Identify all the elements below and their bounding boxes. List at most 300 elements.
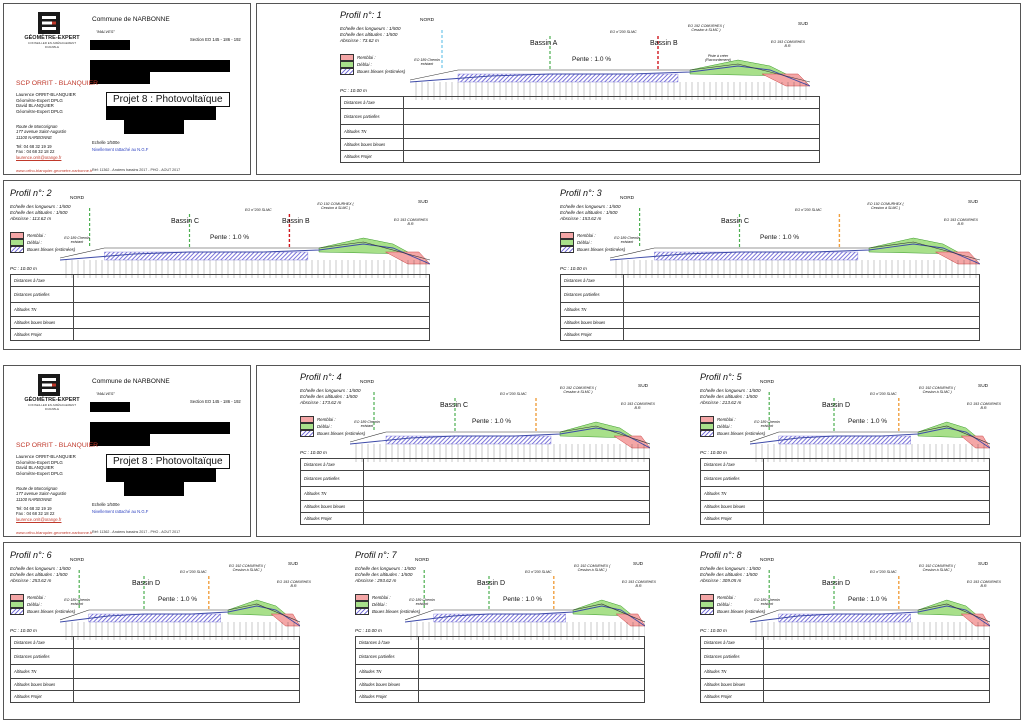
pc-label: PC : 10.00 m: [10, 628, 37, 633]
table-row: [301, 459, 650, 471]
row-label: Altitudes boues bleues: [701, 679, 764, 691]
redaction-block: [124, 482, 184, 496]
website-link[interactable]: www.ortho-blanquier-geometre-narbonne.fr: [16, 168, 93, 173]
table-row: [561, 287, 980, 303]
logo-tagline: CONSEILLER EN AMÉNAGEMENT DURABLE: [27, 403, 77, 411]
legend-swatch: [355, 608, 369, 615]
table-row: [11, 649, 300, 665]
table-row: [301, 501, 650, 513]
legend-swatch: [10, 608, 24, 615]
row-label: Distances partielles: [701, 471, 764, 487]
eo-193-label: EO 193 COMURHEX B.R.: [393, 218, 429, 227]
row-values: [404, 125, 820, 139]
table-row: [11, 287, 430, 303]
eo-189-label: EO 189 Chemin existant: [354, 420, 380, 429]
row-label: Distances à l'axe: [701, 459, 764, 471]
eo-200-label: EO n°200 SLMC: [180, 570, 207, 574]
table-row: [701, 637, 990, 649]
legend-swatch: [700, 423, 714, 430]
logo: [22, 12, 82, 50]
legend-swatch: [355, 601, 369, 608]
profile-legend: [340, 54, 405, 75]
boues-bleues-area: [89, 614, 221, 622]
nivellement: Nivellement rattaché au N.G.F: [92, 147, 149, 152]
legend-label: Remblai :: [577, 232, 596, 238]
table-row: [11, 303, 430, 317]
address-line: 177 avenue Saint-Augustin: [16, 129, 67, 135]
bassin-label: Bassin C: [440, 402, 469, 409]
redaction-block: [90, 434, 150, 446]
row-values: [419, 679, 645, 691]
experts: [16, 92, 96, 115]
row-label: Altitudes Projet: [561, 329, 624, 341]
profile-drawing: [750, 570, 990, 640]
cabinet-name: SCP ORRIT - BLANQUIER: [16, 80, 99, 87]
eo-193-label: EO 193 COMURHEX B.R.: [770, 40, 806, 49]
sud-label: SUD: [968, 200, 979, 205]
pc-label: PC : 10.00 m: [300, 450, 327, 455]
eo-189-label: EO 189 Chemin existant: [414, 58, 440, 67]
sud-label: SUD: [798, 22, 809, 27]
nord-label: NORD: [760, 558, 775, 563]
nord-label: NORD: [70, 196, 85, 201]
row-label: Distances partielles: [356, 649, 419, 665]
eo-192-label: EO 192 COMURHEX ( Cession à SLMC ): [574, 564, 611, 573]
eo-193-label: EO 193 COMURHEX B.R.: [943, 218, 979, 227]
table-row: [701, 471, 990, 487]
legend-label: Déblai :: [27, 239, 42, 245]
table-row: [11, 637, 300, 649]
nord-label: NORD: [760, 380, 775, 385]
row-label: Distances partielles: [701, 649, 764, 665]
sud-label: SUD: [418, 200, 429, 205]
address: [16, 486, 96, 502]
row-values: [74, 329, 430, 341]
table-row: [561, 317, 980, 329]
table-row: [701, 649, 990, 665]
row-label: Altitudes TN: [701, 487, 764, 501]
scale-line: Echelle des longueurs : 1/500: [10, 566, 71, 571]
abscisse: Abscisse : 113.62 m: [10, 216, 52, 222]
legend-item: [340, 61, 405, 68]
profile-data-table: [700, 636, 990, 703]
legend-swatch: [700, 430, 714, 437]
table-row: [701, 501, 990, 513]
profile-drawing: [405, 570, 645, 640]
row-label: Distances partielles: [341, 109, 404, 125]
expert-line: Géomètre-Expert DPLG: [16, 459, 63, 465]
legend-swatch: [700, 608, 714, 615]
row-label: Altitudes Projet: [701, 691, 764, 703]
row-label: Altitudes Projet: [356, 691, 419, 703]
echelle: Echelle 1/500e: [92, 502, 120, 507]
legend-label: Remblai :: [357, 54, 376, 60]
table-row: [701, 513, 990, 525]
profile-drawing: [60, 570, 300, 640]
table-row: [341, 109, 820, 125]
scale-line: Echelle des altitudes : 1/500: [300, 394, 358, 400]
eo-192-label: EO 192 COMURHEX ( Cession à SLMC ): [229, 564, 266, 573]
eo-193-label: EO 193 COMURHEX B.R.: [276, 580, 312, 589]
bassin-label: Bassin C: [171, 218, 200, 225]
row-values: [74, 275, 430, 287]
sud-label: SUD: [978, 562, 989, 567]
nivellement: Nivellement rattaché au N.G.F: [92, 509, 149, 514]
eo-193-label: EO 193 COMURHEX B.R.: [966, 580, 1002, 589]
nord-label: NORD: [70, 558, 85, 563]
table-row: [341, 139, 820, 151]
bassin-label: Bassin D: [822, 580, 851, 587]
scale-line: Echelle des altitudes : 1/500: [700, 572, 758, 578]
contact: [16, 144, 96, 160]
legend-item: [340, 54, 405, 61]
eo-193-label: EO 193 COMURHEX B.R.: [621, 580, 657, 589]
table-row: [301, 471, 650, 487]
pc-label: PC : 10.00 m: [560, 266, 587, 271]
expert-line: Géomètre-Expert DPLG: [16, 97, 63, 103]
row-values: [764, 649, 990, 665]
scale-line: Echelle des altitudes : 1/500: [10, 210, 68, 216]
sud-label: SUD: [638, 384, 649, 389]
email-link[interactable]: laurence.orrit@orange.fr: [16, 154, 62, 160]
bassin-label: Bassin B: [282, 218, 310, 225]
profile-drawing: [60, 208, 430, 278]
pc-label: PC : 10.00 m: [700, 628, 727, 633]
profile-data-table: [560, 274, 980, 341]
row-values: [404, 109, 820, 125]
lieu-dit: "MALVES": [96, 29, 115, 34]
row-label: Altitudes TN: [701, 665, 764, 679]
scale-line: Echelle des altitudes : 1/500: [10, 572, 68, 578]
profile-data-table: [10, 274, 430, 341]
legend-swatch: [700, 594, 714, 601]
table-row: [356, 679, 645, 691]
table-row: [356, 649, 645, 665]
row-values: [764, 637, 990, 649]
profile-drawing: [410, 30, 810, 100]
row-label: Distances à l'axe: [341, 97, 404, 109]
legend-label: Déblai :: [317, 423, 332, 429]
eo-192-label: EO 192 COMURHEX ( Cession à SLMC ): [919, 564, 956, 573]
profile-title: Profil n°: 4: [300, 372, 342, 382]
legend-label: Boues bleues (estimées): [27, 246, 76, 252]
table-row: [11, 691, 300, 703]
boues-bleues-area: [386, 436, 551, 444]
eo-189-label: EO 189 Chemin existant: [409, 598, 435, 607]
row-label: Altitudes boues bleues: [701, 501, 764, 513]
logo-name: GÉOMÈTRE-EXPERT: [24, 397, 80, 403]
profile-title: Profil n°: 2: [10, 188, 52, 198]
piste-label: Piste à créer (Raccordement): [705, 54, 731, 63]
email-link[interactable]: laurence.orrit@orange.fr: [16, 516, 62, 522]
row-label: Distances partielles: [561, 287, 624, 303]
project-title: Projet 8 : Photovoltaïque: [106, 454, 230, 469]
sud-label: SUD: [978, 384, 989, 389]
pente-label: Pente : 1.0 %: [848, 418, 888, 425]
legend-swatch: [10, 232, 24, 239]
legend-label: Remblai :: [317, 416, 336, 422]
redaction-block: [90, 402, 130, 412]
abscisse: Abscisse : 73.62 m: [340, 38, 379, 44]
profile-data-table: [340, 96, 820, 163]
row-label: Distances à l'axe: [11, 637, 74, 649]
profile-data-table: [10, 636, 300, 703]
profile-data-table: [300, 458, 650, 525]
website-link[interactable]: www.ortho-blanquier-geometre-narbonne.fr: [16, 530, 93, 535]
row-values: [74, 317, 430, 329]
legend-label: Boues bleues (estimées): [27, 608, 76, 614]
row-values: [74, 665, 300, 679]
row-values: [419, 691, 645, 703]
table-row: [341, 97, 820, 109]
row-label: Distances à l'axe: [356, 637, 419, 649]
boues-bleues-area: [779, 436, 911, 444]
eo-192-label: EO 192 COMURHEX ( Cession à SLMC ): [559, 386, 597, 395]
row-values: [419, 637, 645, 649]
profile-drawing: [610, 208, 980, 278]
abscisse: Abscisse : 153.62 m: [560, 216, 602, 222]
eo-192-label: EO 192 COMURHEX ( Cession à SLMC ): [919, 386, 956, 395]
legend-label: Déblai :: [577, 239, 592, 245]
eo-200-label: EO n°200 SLMC: [610, 30, 637, 34]
table-row: [701, 665, 990, 679]
profile-drawing: [350, 392, 650, 462]
row-values: [764, 679, 990, 691]
boues-bleues-area: [434, 614, 566, 622]
legend-swatch: [340, 68, 354, 75]
pente-label: Pente : 1.0 %: [503, 596, 543, 603]
pc-label: PC : 10.00 m: [10, 266, 37, 271]
title-block-2: [3, 365, 251, 537]
row-label: Altitudes TN: [301, 487, 364, 501]
section-cadastrale: Section EO 145 - 186 - 192: [190, 399, 241, 404]
cabinet-name: SCP ORRIT - BLANQUIER: [16, 442, 99, 449]
phone: Tel: 04 68 32 19 19: [16, 144, 52, 149]
fax: Fax : 04 68 32 18 22: [16, 511, 55, 517]
table-row: [11, 317, 430, 329]
row-values: [624, 303, 980, 317]
address-line: 11100 NARBONNE: [16, 134, 52, 140]
logo-tagline: CONSEILLER EN AMÉNAGEMENT DURABLE: [27, 41, 77, 49]
eo-189-label: EO 189 Chemin existant: [64, 598, 90, 607]
row-values: [74, 649, 300, 665]
bassin-label: Bassin D: [822, 402, 851, 409]
legend-label: Boues bleues (estimées): [372, 608, 421, 614]
table-row: [11, 275, 430, 287]
eo-193-label: EO 193 COMURHEX B.R.: [620, 402, 656, 411]
table-row: [561, 275, 980, 287]
legend-label: Remblai :: [717, 594, 736, 600]
redaction-block: [90, 72, 150, 84]
redaction-block: [90, 422, 230, 434]
legend-swatch: [10, 246, 24, 253]
profile-scales: [340, 26, 401, 45]
legend-label: Boues bleues (estimées): [577, 246, 626, 252]
profile-data-table: [355, 636, 645, 703]
row-values: [74, 303, 430, 317]
profile-title: Profil n°: 1: [340, 10, 382, 20]
address: [16, 124, 96, 140]
table-row: [356, 665, 645, 679]
eo-192-label: EO 192 COMURHEX ( Cession à SLMC ): [317, 202, 354, 211]
address-line: 11100 NARBONNE: [16, 496, 52, 502]
boues-bleues-area: [104, 252, 308, 260]
row-values: [74, 637, 300, 649]
row-label: Altitudes TN: [341, 125, 404, 139]
row-label: Altitudes TN: [356, 665, 419, 679]
redaction-block: [90, 60, 230, 72]
row-label: Altitudes boues bleues: [11, 317, 74, 329]
legend-label: Boues bleues (estimées): [357, 68, 406, 74]
row-label: Distances à l'axe: [11, 275, 74, 287]
row-values: [764, 691, 990, 703]
profile-title: Profil n°: 7: [355, 550, 397, 560]
reference: Réf: 11362 - Anciens bassins 2017 - PHO - AOUT 2017: [92, 530, 181, 534]
eo-200-label: EO n°200 SLMC: [870, 570, 897, 574]
legend-swatch: [560, 239, 574, 246]
bassin-label: Bassin B: [650, 40, 678, 47]
sud-label: SUD: [633, 562, 644, 567]
scale-line: Echelle des longueurs : 1/500: [560, 204, 621, 209]
redaction-block: [90, 40, 130, 50]
eo-200-label: EO n°200 SLMC: [795, 208, 822, 212]
row-values: [74, 691, 300, 703]
row-values: [404, 97, 820, 109]
row-label: Distances partielles: [11, 287, 74, 303]
legend-swatch: [300, 423, 314, 430]
address-line: Route de Marcorignan: [16, 124, 58, 129]
scale-line: Echelle des altitudes : 1/500: [560, 210, 618, 216]
expert-line: Géomètre-Expert DPLG: [16, 109, 63, 115]
scale-line: Echelle des longueurs : 1/500: [300, 388, 361, 393]
legend-label: Déblai :: [357, 61, 372, 67]
experts: [16, 454, 96, 477]
commune: Commune de NARBONNE: [92, 16, 170, 23]
abscisse: Abscisse : 253.62 m: [10, 578, 52, 584]
pente-label: Pente : 1.0 %: [210, 234, 250, 241]
legend-swatch: [340, 54, 354, 61]
row-values: [624, 275, 980, 287]
legend-swatch: [340, 61, 354, 68]
table-row: [11, 329, 430, 341]
row-label: Distances partielles: [301, 471, 364, 487]
legend-label: Déblai :: [372, 601, 387, 607]
legend-swatch: [355, 594, 369, 601]
table-row: [701, 459, 990, 471]
scale-line: Echelle des longueurs : 1/500: [700, 566, 761, 571]
project-title: Projet 8 : Photovoltaïque: [106, 92, 230, 107]
row-values: [364, 487, 650, 501]
row-label: Altitudes TN: [561, 303, 624, 317]
row-values: [74, 287, 430, 303]
scale-line: Echelle des altitudes : 1/500: [700, 394, 758, 400]
table-row: [356, 691, 645, 703]
scale-line: Echelle des longueurs : 1/500: [355, 566, 416, 571]
logo-name: GÉOMÈTRE-EXPERT: [24, 35, 80, 41]
abscisse: Abscisse : 309.05 m: [700, 578, 742, 584]
row-label: Altitudes Projet: [341, 151, 404, 163]
bassin-label: Bassin A: [530, 40, 558, 47]
redaction-block: [106, 106, 216, 120]
pc-label: PC : 10.00 m: [340, 88, 367, 93]
scale-line: Echelle des altitudes : 1/500: [340, 32, 398, 38]
row-values: [419, 665, 645, 679]
pc-label: PC : 10.00 m: [700, 450, 727, 455]
scale-line: Echelle des longueurs : 1/500: [340, 26, 401, 31]
nord-label: NORD: [360, 380, 375, 385]
row-values: [764, 471, 990, 487]
row-label: Altitudes Projet: [301, 513, 364, 525]
table-row: [301, 513, 650, 525]
legend-swatch: [700, 416, 714, 423]
legend-label: Boues bleues (estimées): [717, 608, 766, 614]
title-block-1: [3, 3, 251, 175]
eo-192-label: EO 192 COMURHEX ( Cession à SLMC ): [867, 202, 904, 211]
expert-line: David BLANQUIER: [16, 103, 54, 109]
eo-189-label: EO 189 Chemin existant: [754, 420, 780, 429]
row-label: Distances à l'axe: [561, 275, 624, 287]
expert-line: David BLANQUIER: [16, 465, 54, 471]
bassin-label: Bassin C: [721, 218, 750, 225]
row-label: Altitudes boues bleues: [301, 501, 364, 513]
table-row: [11, 679, 300, 691]
table-row: [341, 125, 820, 139]
table-row: [561, 303, 980, 317]
geometre-logo-icon: [38, 374, 60, 396]
profile-title: Profil n°: 3: [560, 188, 602, 198]
row-label: Altitudes Projet: [11, 691, 74, 703]
scale-line: Echelle des longueurs : 1/500: [10, 204, 71, 209]
row-values: [764, 665, 990, 679]
pc-label: PC : 10.00 m: [355, 628, 382, 633]
logo: [22, 374, 82, 412]
profile-title: Profil n°: 8: [700, 550, 742, 560]
address-line: Route de Marcorignan: [16, 486, 58, 491]
table-row: [341, 151, 820, 163]
scale-line: Echelle des altitudes : 1/500: [355, 572, 413, 578]
fax: Fax : 04 68 32 18 22: [16, 149, 55, 155]
table-row: [701, 679, 990, 691]
legend-label: Remblai :: [27, 232, 46, 238]
address-line: 177 avenue Saint-Augustin: [16, 491, 67, 497]
row-values: [624, 329, 980, 341]
pente-label: Pente : 1.0 %: [158, 596, 198, 603]
table-row: [561, 329, 980, 341]
commune: Commune de NARBONNE: [92, 378, 170, 385]
row-label: Distances à l'axe: [701, 637, 764, 649]
abscisse: Abscisse : 173.62 m: [300, 400, 342, 406]
legend-swatch: [560, 246, 574, 253]
redaction-block: [124, 120, 184, 134]
legend-swatch: [10, 239, 24, 246]
row-label: Altitudes TN: [11, 665, 74, 679]
legend-swatch: [300, 416, 314, 423]
eo-193-label: EO 193 COMURHEX B.R.: [966, 402, 1002, 411]
expert-line: Laurence ORRIT-BLANQUIER: [16, 454, 76, 459]
row-values: [404, 139, 820, 151]
row-label: Altitudes boues bleues: [11, 679, 74, 691]
row-values: [624, 287, 980, 303]
row-values: [764, 513, 990, 525]
legend-swatch: [560, 232, 574, 239]
row-label: Altitudes TN: [11, 303, 74, 317]
nord-label: NORD: [420, 18, 435, 23]
legend-label: Remblai :: [372, 594, 391, 600]
abscisse: Abscisse : 293.62 m: [355, 578, 397, 584]
abscisse: Abscisse : 213.62 m: [700, 400, 742, 406]
profile-title: Profil n°: 5: [700, 372, 742, 382]
echelle: Echelle 1/500e: [92, 140, 120, 145]
